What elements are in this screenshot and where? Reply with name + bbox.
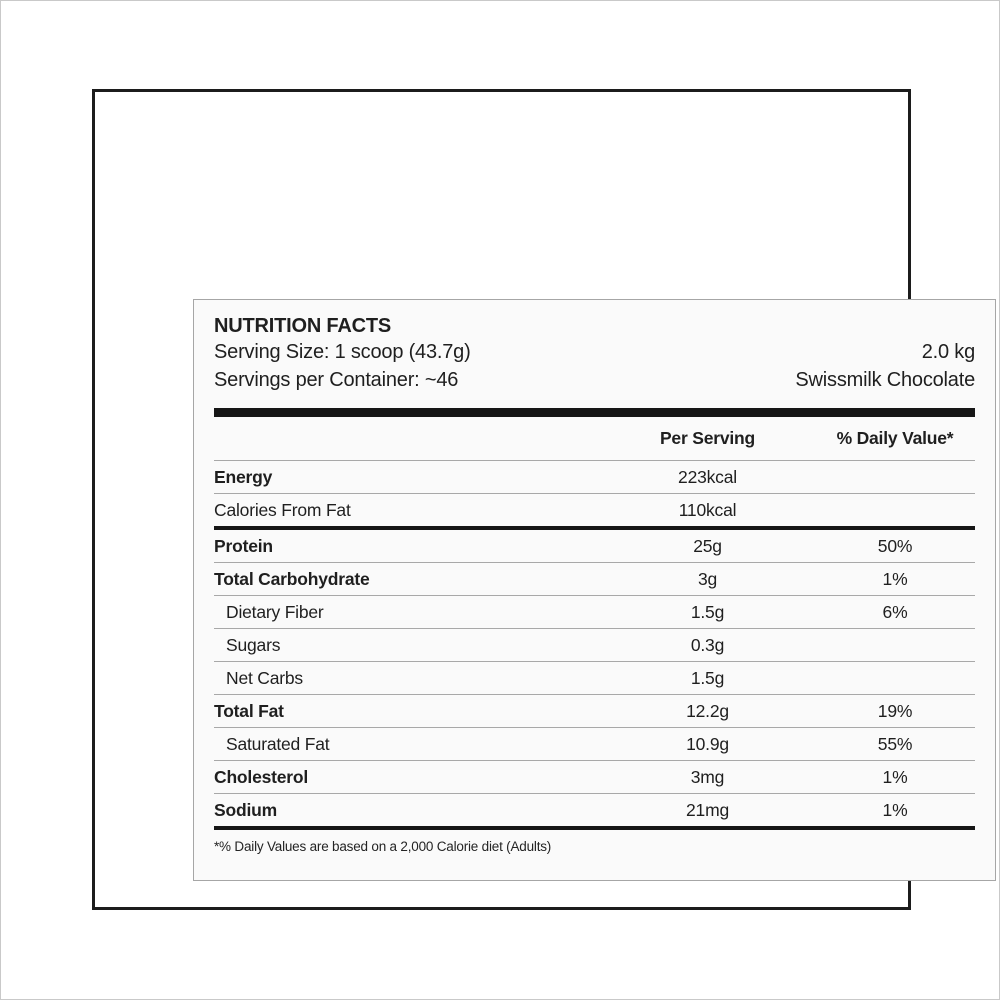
nutrient-per-serving: 110kcal xyxy=(678,499,737,520)
nutrient-name: Protein xyxy=(214,535,273,556)
servings-per-container-text: Servings per Container: ~46 xyxy=(214,369,459,391)
nutrition-facts-label xyxy=(193,299,996,881)
table-row xyxy=(214,728,975,760)
table-row xyxy=(214,530,975,562)
nutrient-name: Calories From Fat xyxy=(214,499,351,520)
nutrient-per-serving: 21mg xyxy=(686,799,729,820)
nutrient-per-serving: 223kcal xyxy=(678,466,737,487)
product-photo-frame xyxy=(92,89,975,910)
nutrient-per-serving: 1.5g xyxy=(690,601,725,622)
nutrient-name: Total Carbohydrate xyxy=(214,568,370,589)
nutrient-daily-value: 1% xyxy=(882,766,908,787)
nutrient-name: Dietary Fiber xyxy=(226,601,324,622)
nutrient-name: Sugars xyxy=(226,634,281,655)
table-row xyxy=(214,629,975,661)
table-row xyxy=(214,662,975,694)
nutrient-daily-value: 6% xyxy=(882,601,908,622)
nutrient-name: Total Fat xyxy=(214,700,284,721)
servings-per-container-row xyxy=(214,366,975,394)
nutrient-name: Energy xyxy=(214,466,273,487)
nutrient-per-serving: 3mg xyxy=(690,766,725,787)
nutrition-table-body xyxy=(214,461,975,830)
table-row xyxy=(214,695,975,727)
nutrient-per-serving: 25g xyxy=(693,535,722,556)
column-header-per-serving: Per Serving xyxy=(659,428,756,448)
header-divider-bar xyxy=(214,408,975,417)
nutrient-name: Saturated Fat xyxy=(226,733,330,754)
nutrient-per-serving: 3g xyxy=(697,568,718,589)
nutrient-name: Net Carbs xyxy=(226,667,303,688)
nutrient-per-serving: 10.9g xyxy=(686,733,729,754)
table-row xyxy=(214,494,975,526)
table-row xyxy=(214,461,975,493)
serving-size-text: Serving Size: 1 scoop (43.7g) xyxy=(214,341,471,363)
nutrient-daily-value: 1% xyxy=(882,568,908,589)
table-row xyxy=(214,794,975,826)
nutrient-name: Sodium xyxy=(214,799,277,820)
nutrient-daily-value: 19% xyxy=(877,700,913,721)
column-header-daily-value: % Daily Value* xyxy=(836,428,954,448)
nutrient-daily-value: 50% xyxy=(877,535,913,556)
net-weight-text: 2.0 kg xyxy=(921,341,975,363)
serving-size-row xyxy=(214,338,975,366)
nutrient-name: Cholesterol xyxy=(214,766,309,787)
label-title: NUTRITION FACTS xyxy=(214,315,391,337)
section-divider-bar xyxy=(214,826,975,830)
nutrient-per-serving: 12.2g xyxy=(686,700,729,721)
daily-value-footnote: *% Daily Values are based on a 2,000 Calorie diet (Adults) xyxy=(214,839,552,854)
table-row xyxy=(214,563,975,595)
flavor-text: Swissmilk Chocolate xyxy=(795,369,975,391)
nutrient-per-serving: 1.5g xyxy=(690,667,725,688)
nutrient-daily-value: 55% xyxy=(877,733,913,754)
table-row xyxy=(214,761,975,793)
table-column-header xyxy=(214,417,975,460)
table-row xyxy=(214,596,975,628)
nutrient-per-serving: 0.3g xyxy=(690,634,725,655)
nutrient-daily-value: 1% xyxy=(882,799,908,820)
